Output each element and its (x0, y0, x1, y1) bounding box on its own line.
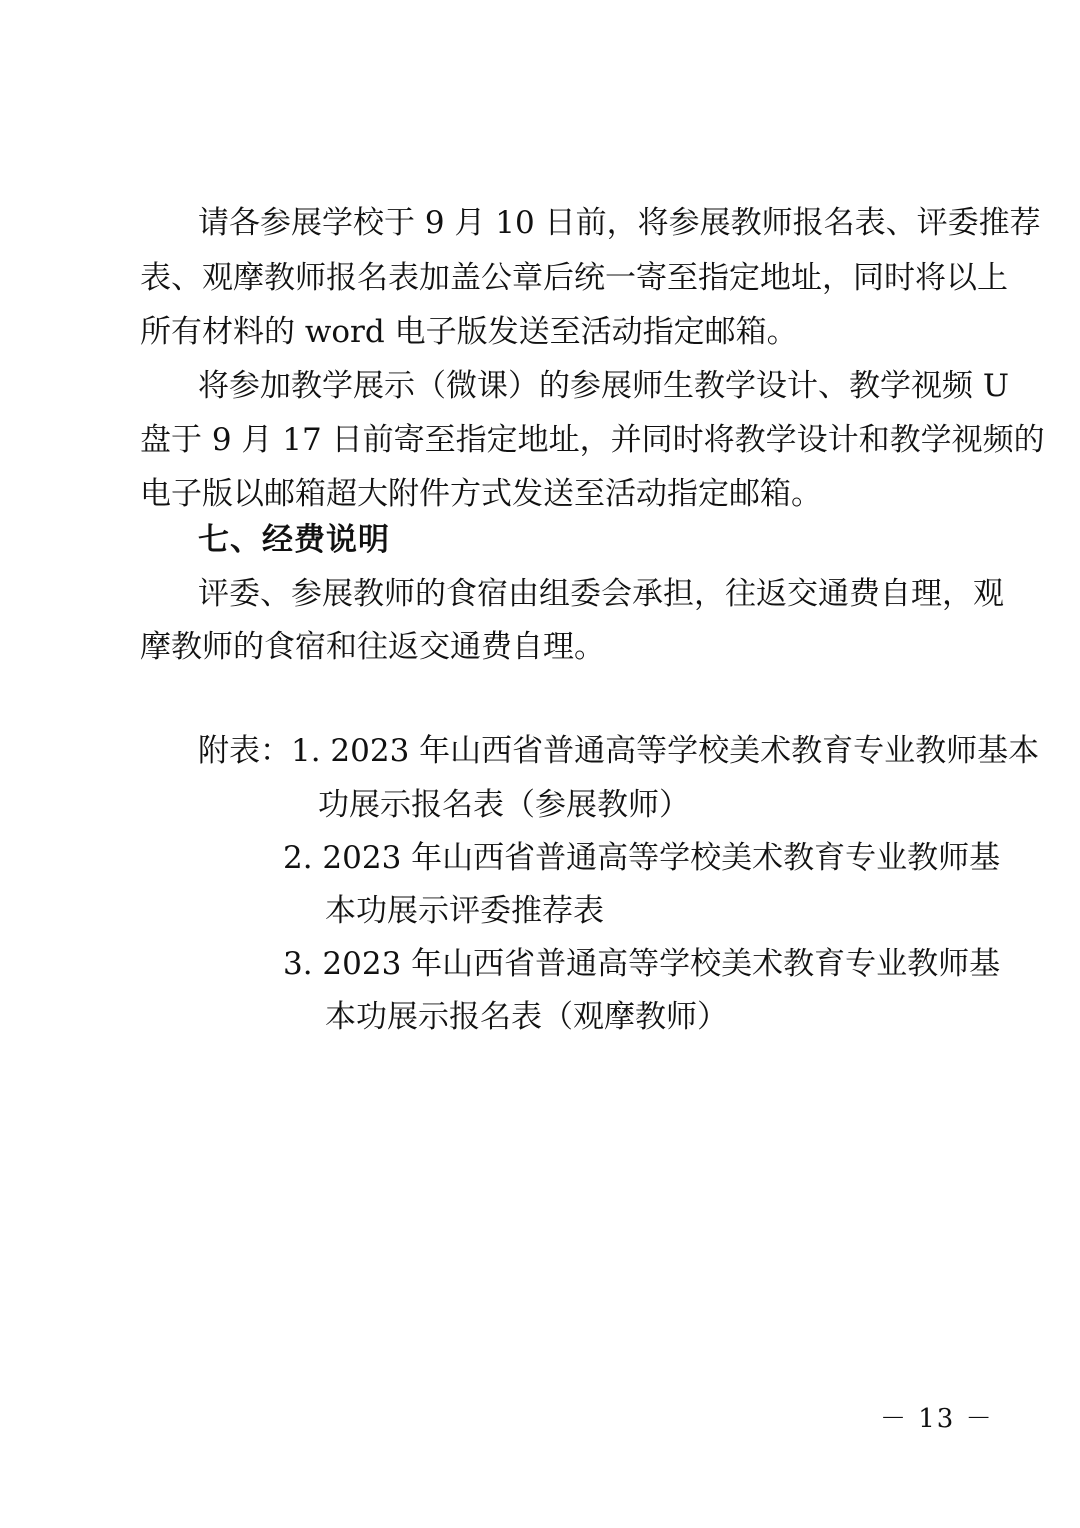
text-line: 所有材料的 word 电子版发送至活动指定邮箱。 (140, 314, 798, 350)
text-line: 电子版以邮箱超大附件方式发送至活动指定邮箱。 (140, 476, 822, 512)
text-line: 盘于 9 月 17 日前寄至指定地址，并同时将教学设计和教学视频的 (140, 422, 1045, 458)
section-heading-expenses: 七、经费说明 (198, 522, 390, 558)
text-line: 功展示报名表（参展教师） (318, 787, 690, 823)
text-line: 3. 2023 年山西省普通高等学校美术教育专业教师基 (283, 946, 1001, 982)
page-number: － 13 － (880, 1404, 994, 1434)
text-line: 本功展示评委推荐表 (325, 893, 604, 929)
text-line: 附表：1. 2023 年山西省普通高等学校美术教育专业教师基本 (198, 733, 1040, 769)
text-line: 请各参展学校于 9 月 10 日前，将参展教师报名表、评委推荐 (198, 205, 1041, 241)
text-line: 评委、参展教师的食宿由组委会承担，往返交通费自理，观 (198, 576, 1004, 612)
text-line: 表、观摩教师报名表加盖公章后统一寄至指定地址，同时将以上 (140, 260, 1008, 296)
text-line: 摩教师的食宿和往返交通费自理。 (140, 629, 605, 665)
text-line: 将参加教学展示（微课）的参展师生教学设计、教学视频 U (198, 368, 1009, 404)
text-line: 本功展示报名表（观摩教师） (325, 999, 728, 1035)
text-line: 2. 2023 年山西省普通高等学校美术教育专业教师基 (283, 840, 1001, 876)
